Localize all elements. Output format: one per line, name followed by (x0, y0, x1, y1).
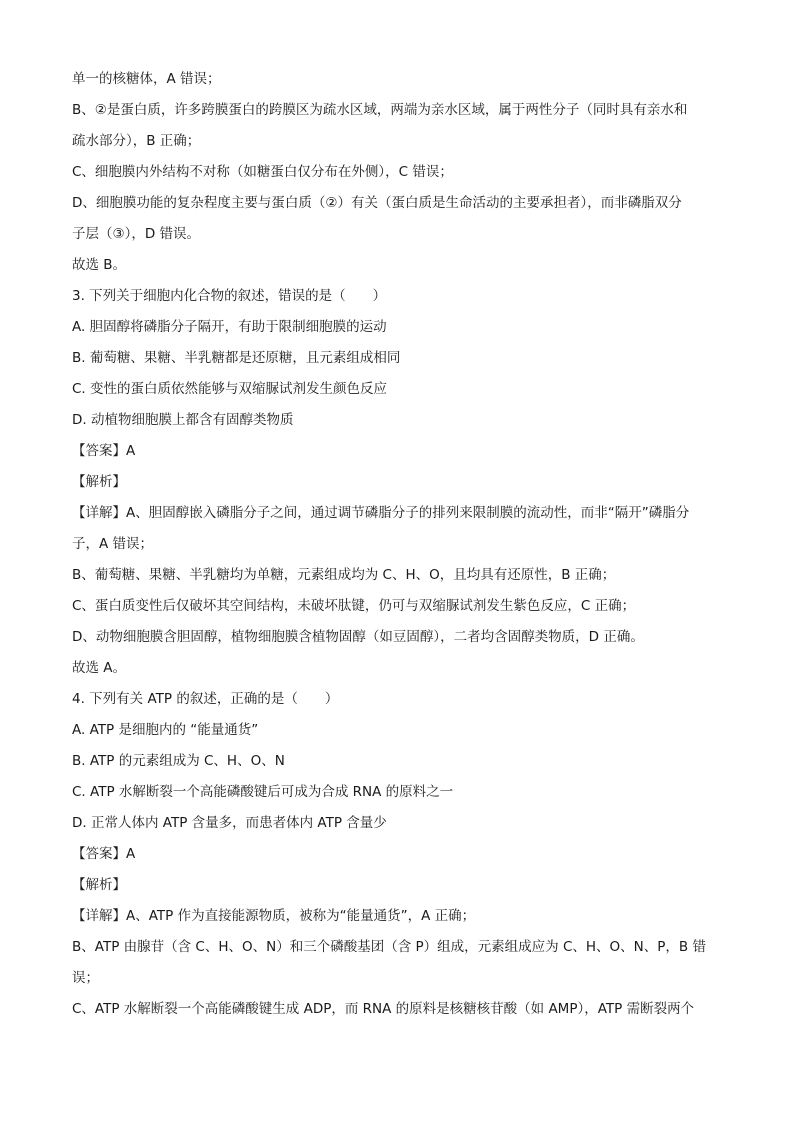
text-line: 子层（③），D 错误。 (72, 226, 201, 242)
text-line: B、②是蛋白质，许多跨膜蛋白的跨膜区为疏水区域，两端为亲水区域，属于两性分子（同时具有亲水和 (72, 102, 688, 118)
question-option: A. ATP 是细胞内的 “能量通货” (72, 722, 259, 738)
text-line: C、ATP 水解断裂一个高能磷酸键生成 ADP，而 RNA 的原料是核糖核苷酸（如 AMP），ATP 需断裂两个 (72, 1001, 695, 1017)
text-line: D、细胞膜功能的复杂程度主要与蛋白质（②）有关（蛋白质是生命活动的主要承担者），而非磷脂双分 (72, 195, 682, 211)
question-option: C. 变性的蛋白质依然能够与双缩脲试剂发生颜色反应 (72, 381, 388, 397)
text-line: B、葡萄糖、果糖、半乳糖均为单糖，元素组成均为 C、H、O，且均具有还原性，B 正确； (72, 567, 616, 583)
question-stem: 4. 下列有关 ATP 的叙述，正确的是（ ） (72, 691, 339, 707)
question-option: D. 正常人体内 ATP 含量多，而患者体内 ATP 含量少 (72, 815, 387, 831)
text-line: 误； (72, 970, 99, 986)
question-option: D. 动植物细胞膜上都含有固醇类物质 (72, 412, 294, 428)
text-line: C、细胞膜内外结构不对称（如糖蛋白仅分布在外侧），C 错误； (72, 164, 453, 180)
answer-label: 【答案】A (72, 846, 136, 862)
text-line: 【详解】A、胆固醇嵌入磷脂分子之间，通过调节磷脂分子的排列来限制膜的流动性，而非“隔开”磷脂分 (72, 505, 690, 521)
answer-conclusion: 故选 B。 (72, 257, 127, 273)
text-line: D、动物细胞膜含胆固醇，植物细胞膜含植物固醇（如豆固醇），二者均含固醇类物质，D 正确。 (72, 629, 644, 645)
question-option: A. 胆固醇将磷脂分子隔开，有助于限制细胞膜的运动 (72, 319, 387, 335)
question-option: C. ATP 水解断裂一个高能磷酸键后可成为合成 RNA 的原料之一 (72, 784, 454, 800)
text-line: 疏水部分），B 正确； (72, 133, 201, 149)
text-line: C、蛋白质变性后仅破坏其空间结构，未破坏肽键，仍可与双缩脲试剂发生紫色反应，C 正确； (72, 598, 636, 614)
document-body (72, 64, 724, 1025)
question-option: B. 葡萄糖、果糖、半乳糖都是还原糖，且元素组成相同 (72, 350, 401, 366)
question-stem: 3. 下列关于细胞内化合物的叙述，错误的是（ ） (72, 288, 387, 304)
answer-conclusion: 故选 A。 (72, 660, 127, 676)
text-line: B、ATP 由腺苷（含 C、H、O、N）和三个磷酸基团（含 P）组成，元素组成应为 C、H、O、N、P，B 错 (72, 939, 706, 955)
text-line: 单一的核糖体，A 错误； (72, 71, 221, 87)
analysis-label: 【解析】 (72, 877, 126, 893)
answer-label: 【答案】A (72, 443, 136, 459)
text-line: 【详解】A、ATP 作为直接能源物质，被称为“能量通货”，A 正确； (72, 908, 476, 924)
question-option: B. ATP 的元素组成为 C、H、O、N (72, 753, 285, 769)
text-line: 子，A 错误； (72, 536, 154, 552)
analysis-label: 【解析】 (72, 474, 126, 490)
